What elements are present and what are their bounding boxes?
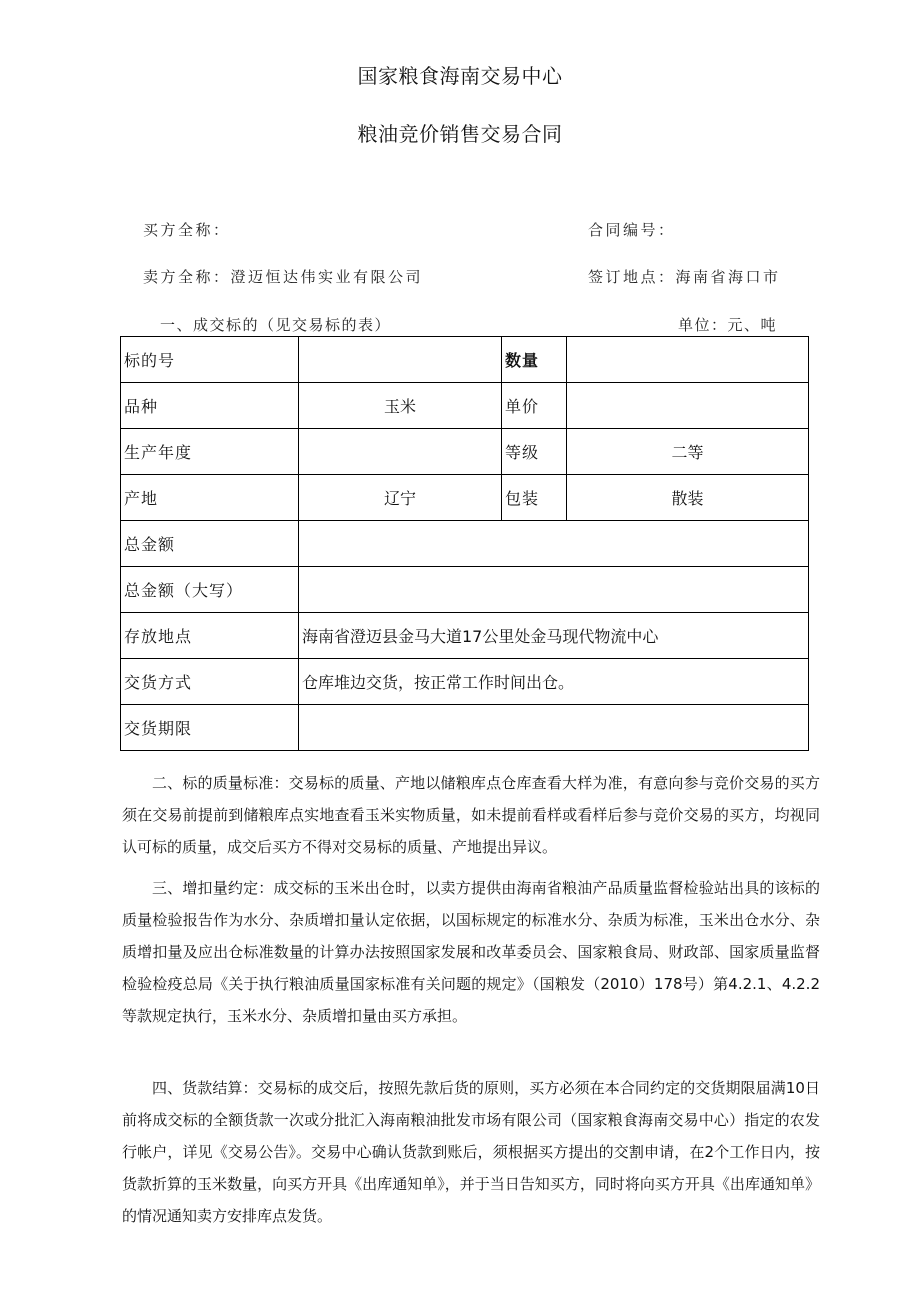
delivery-period-value: [299, 705, 809, 751]
quantity-label: 数量: [502, 337, 567, 383]
total-value: [299, 521, 809, 567]
packing-value: 散装: [567, 475, 809, 521]
table-row: [121, 659, 809, 705]
lot-no-label: 标的号: [121, 337, 299, 383]
document-title: 国家粮食海南交易中心: [357, 64, 563, 88]
table-row: [121, 567, 809, 613]
delivery-method-value: 仓库堆边交货，按正常工作时间出仓。: [299, 659, 809, 705]
delivery-period-label: 交货期限: [121, 705, 299, 751]
year-label: 生产年度: [121, 429, 299, 475]
table-row: [121, 521, 809, 567]
delivery-method-label: 交货方式: [121, 659, 299, 705]
document-subtitle: 粮油竞价销售交易合同: [357, 122, 563, 146]
total-upper-value: [299, 567, 809, 613]
payment-clause: 四、货款结算：交易标的成交后，按照先款后货的原则，买方必须在本合同约定的交货期限届满10日前将成交标的全额货款一次或分批汇入海南粮油批发市场有限公司（国家粮食海南交易中心）指定的农发行帐户，详见《交易公告》。交易中心确认货款到账后，须根据买方提出的交割申请，在2个工作日内，按货款折算的玉米数量，向买方开具《出库通知单》，并于当日告知买方，同时将向买方开具《出库通知单》的情况通知卖方安排库点发货。: [122, 1079, 820, 1225]
table-row: [121, 613, 809, 659]
unit-price-value: [567, 383, 809, 429]
lot-no-value: [299, 337, 502, 383]
variety-label: 品种: [121, 383, 299, 429]
total-label: 总金额: [121, 521, 299, 567]
deduction-clause: 三、增扣量约定：成交标的玉米出仓时，以卖方提供由海南省粮油产品质量监督检验站出具的该标的质量检验报告作为水分、杂质增扣量认定依据，以国标规定的标准水分、杂质为标准，玉米出仓水分、杂质增扣量及应出仓标准数量的计算办法按照国家发展和改革委员会、国家粮食局、财政部、国家质量监督检验检疫总局《关于执行粮油质量国家标准有关问题的规定》（国粮发（2010）178号）第4.2.1、4.2.2等款规定执行，玉米水分、杂质增扣量由买方承担。: [122, 879, 820, 1025]
table-row: [121, 475, 809, 521]
storage-label: 存放地点: [121, 613, 299, 659]
grade-label: 等级: [502, 429, 567, 475]
variety-value: 玉米: [299, 383, 502, 429]
table-row: [121, 705, 809, 751]
table-row: [121, 383, 809, 429]
contract-table: [120, 336, 809, 751]
unit-label: 单位：元、吨: [678, 316, 778, 334]
quality-clause: 二、标的质量标准：交易标的质量、产地以储粮库点仓库查看大样为准，有意向参与竞价交易的买方须在交易前提前到储粮库点实地查看玉米实物质量，如未提前看样或看样后参与竞价交易的买方，均视同认可标的质量，成交后买方不得对交易标的质量、产地提出异议。: [122, 774, 820, 856]
quantity-value: [567, 337, 809, 383]
seller-label: 卖方全称：澄迈恒达伟实业有限公司: [143, 268, 424, 286]
unit-price-label: 单价: [502, 383, 567, 429]
storage-value: 海南省澄迈县金马大道17公里处金马现代物流中心: [299, 613, 809, 659]
origin-label: 产地: [121, 475, 299, 521]
buyer-label: 买方全称：: [143, 221, 231, 239]
packing-label: 包装: [502, 475, 567, 521]
contract-no-label: 合同编号：: [588, 221, 676, 239]
origin-value: 辽宁: [299, 475, 502, 521]
sign-place-label: 签订地点：海南省海口市: [588, 268, 781, 286]
section-heading: 一、成交标的（见交易标的表）: [160, 316, 392, 334]
table-row: [121, 337, 809, 383]
total-upper-label: 总金额（大写）: [121, 567, 299, 613]
table-row: [121, 429, 809, 475]
year-value: [299, 429, 502, 475]
grade-value: 二等: [567, 429, 809, 475]
